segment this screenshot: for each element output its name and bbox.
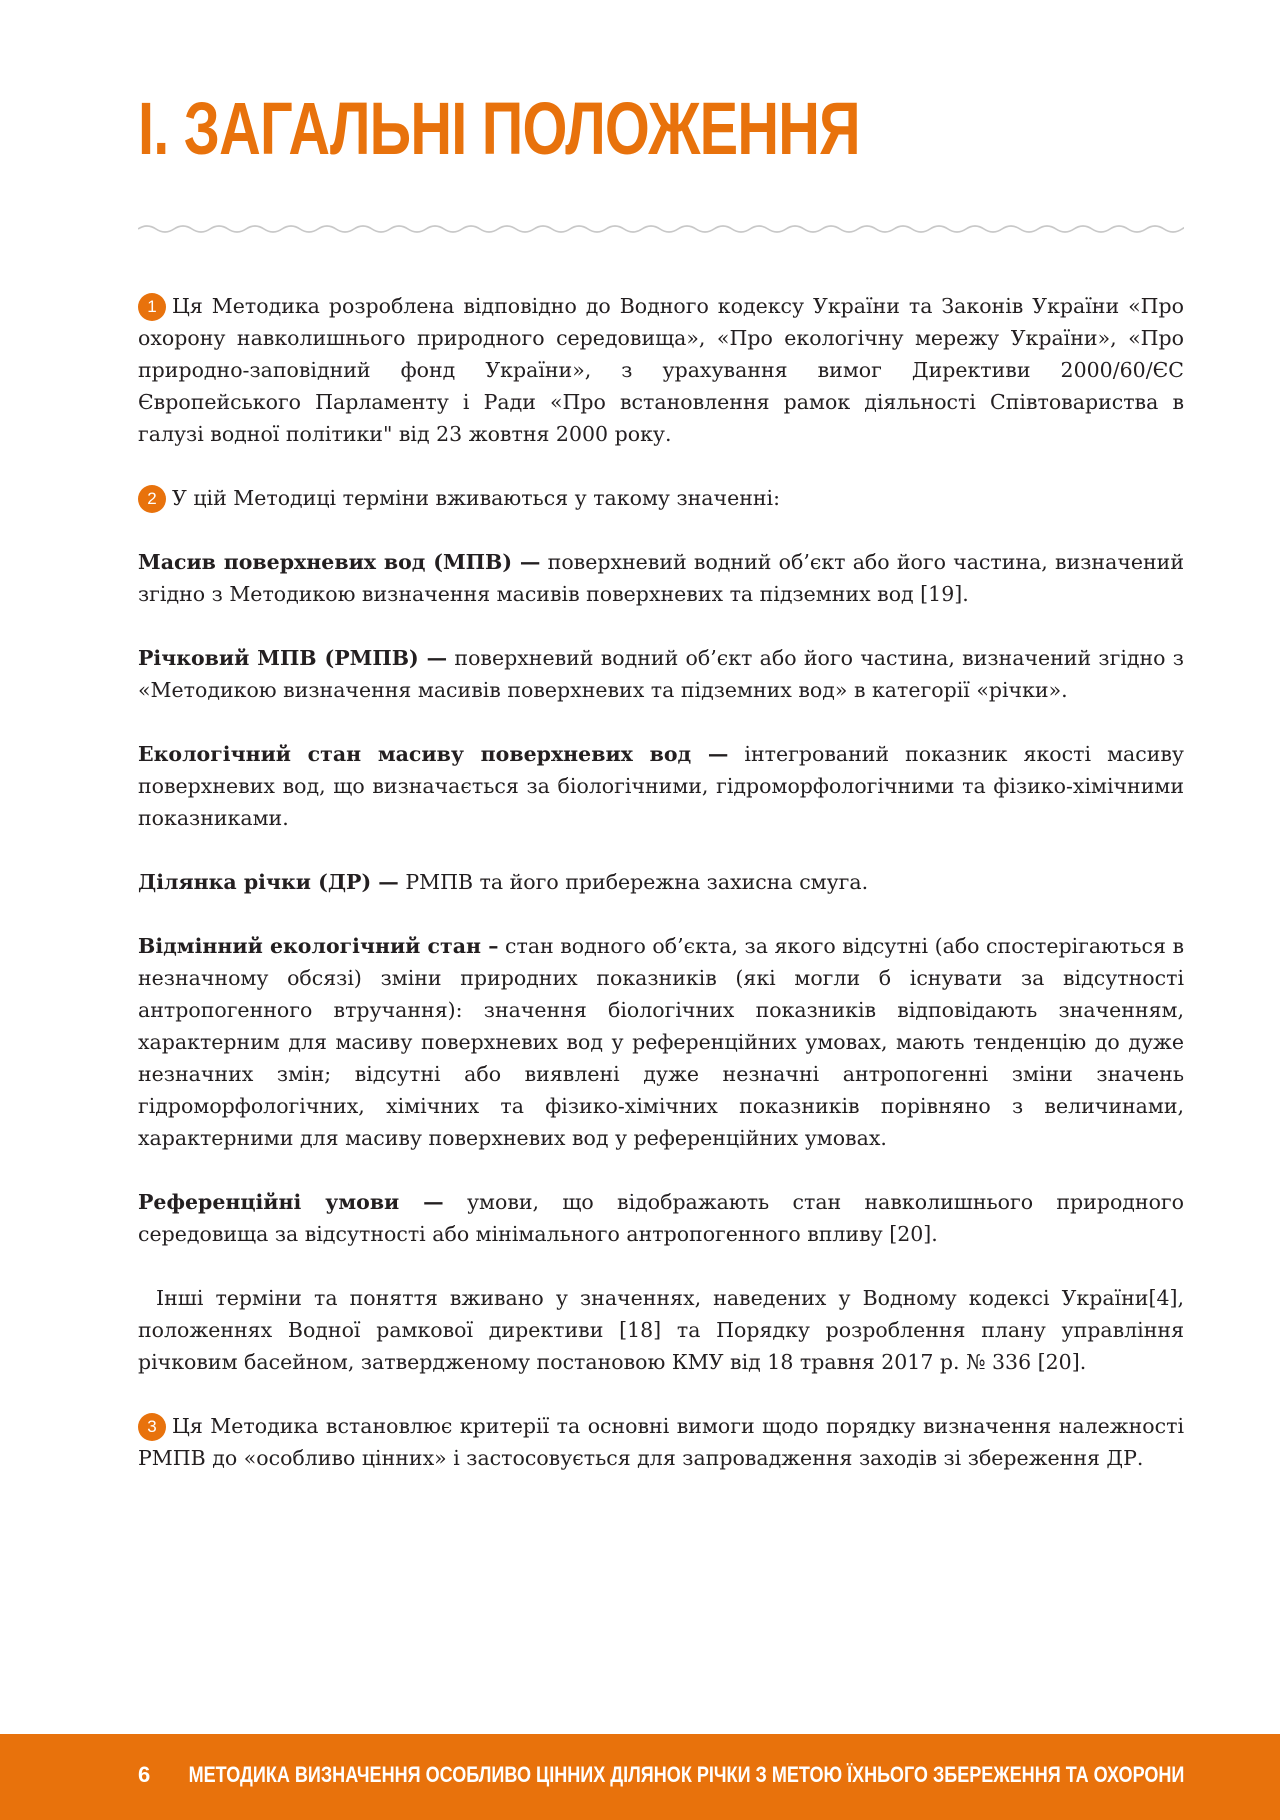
definition <box>138 1186 1184 1250</box>
definition <box>138 642 1184 706</box>
definition-term: Річковий МПВ (РМПВ) — <box>138 646 448 670</box>
clause-number-badge: 3 <box>138 1413 166 1441</box>
clause-2-text: У цій Методиці терміни вживаються у такому значенні: <box>172 486 781 510</box>
definition <box>138 930 1184 1154</box>
footer-title: МЕТОДИКА ВИЗНАЧЕННЯ ОСОБЛИВО ЦІННИХ ДІЛЯНОК РІЧКИ З МЕТОЮ ЇХНЬОГО ЗБЕРЕЖЕННЯ ТА ОХОРОНИ <box>188 1762 1184 1787</box>
footer-bar <box>0 1734 1280 1820</box>
definition-term: Ділянка річки (ДР) — <box>138 870 399 894</box>
page-title: І. ЗАГАЛЬНІ ПОЛОЖЕННЯ <box>138 87 860 170</box>
definition-term: Екологічний стан масиву поверхневих вод — <box>138 742 729 766</box>
other-terms-paragraph: Інші терміни та поняття вживано у значеннях, наведених у Водному кодексі України[4], положеннях Водної рамкової директиви [18] та Порядку розроблення плану управління річковим басейном, затвердженому постановою КМУ від 18 травня 2017 р. № 336 [20]. <box>138 1286 1184 1374</box>
wave-divider <box>138 222 1184 236</box>
definition-text: умови, що відображають стан навколишнього природного середовища за відсутності або мінімального антропогенного впливу [20]. <box>138 1190 1184 1246</box>
definition-text: стан водного об’єкта, за якого відсутні (або спостерігаються в незначному обсязі) зміни природних показників (які могли б існувати за відсутності антропогенного втручання): значення біологічних показників відповідають значенням, характерним для масиву поверхневих вод у референційних умовах, мають тенденцію до дуже незначних змін; відсутні або виявлені дуже незначні антропогенні зміни значень гідроморфологічних, хімічних та фізико-хімічних показників порівняно з величинами, характерними для масиву поверхневих вод у референційних умовах. <box>138 934 1184 1150</box>
definition <box>138 866 1184 898</box>
section-body <box>138 290 1184 1506</box>
definition-text: РМПВ та його прибережна захисна смуга. <box>398 870 869 894</box>
definition-text: інтегрований показник якості масиву поверхневих вод, що визначається за біологічними, гідроморфологічними та фізико-хімічними показниками. <box>138 742 1184 830</box>
clause-2 <box>138 482 1184 514</box>
clause-number-badge: 1 <box>138 293 166 321</box>
clause-number-badge: 2 <box>138 485 166 513</box>
definition-text: поверхневий водний об’єкт або його частина, визначений згідно з Методикою визначення масивів поверхневих та підземних вод [19]. <box>138 550 1184 606</box>
definition-term: Масив поверхневих вод (МПВ) — <box>138 550 541 574</box>
definition-term: Відмінний екологічний стан – <box>138 934 499 958</box>
clause-1 <box>138 290 1184 450</box>
definition <box>138 546 1184 610</box>
definition-text: поверхневий водний об’єкт або його частина, визначений згідно з «Методикою визначення масивів поверхневих та підземних вод» в категорії «річки». <box>138 646 1184 702</box>
definition-term: Референційні умови — <box>138 1190 444 1214</box>
clause-3-text: Ця Методика встановлює критерії та основні вимоги щодо порядку визначення належності РМПВ до «особливо цінних» і застосовується для запровадження заходів зі збереження ДР. <box>138 1414 1184 1470</box>
clause-1-text: Ця Методика розроблена відповідно до Водного кодексу України та Законів України «Про охорону навколишнього природного середовища», «Про екологічну мережу України», «Про природно-заповідний фонд України», з урахування вимог Директиви 2000/60/ЄС Європейського Парламенту і Ради «Про встановлення рамок діяльності Співтовариства в галузі водної політики" від 23 жовтня 2000 року. <box>138 294 1184 446</box>
page-number: 6 <box>138 1762 151 1787</box>
clause-3 <box>138 1410 1184 1474</box>
definition <box>138 738 1184 834</box>
